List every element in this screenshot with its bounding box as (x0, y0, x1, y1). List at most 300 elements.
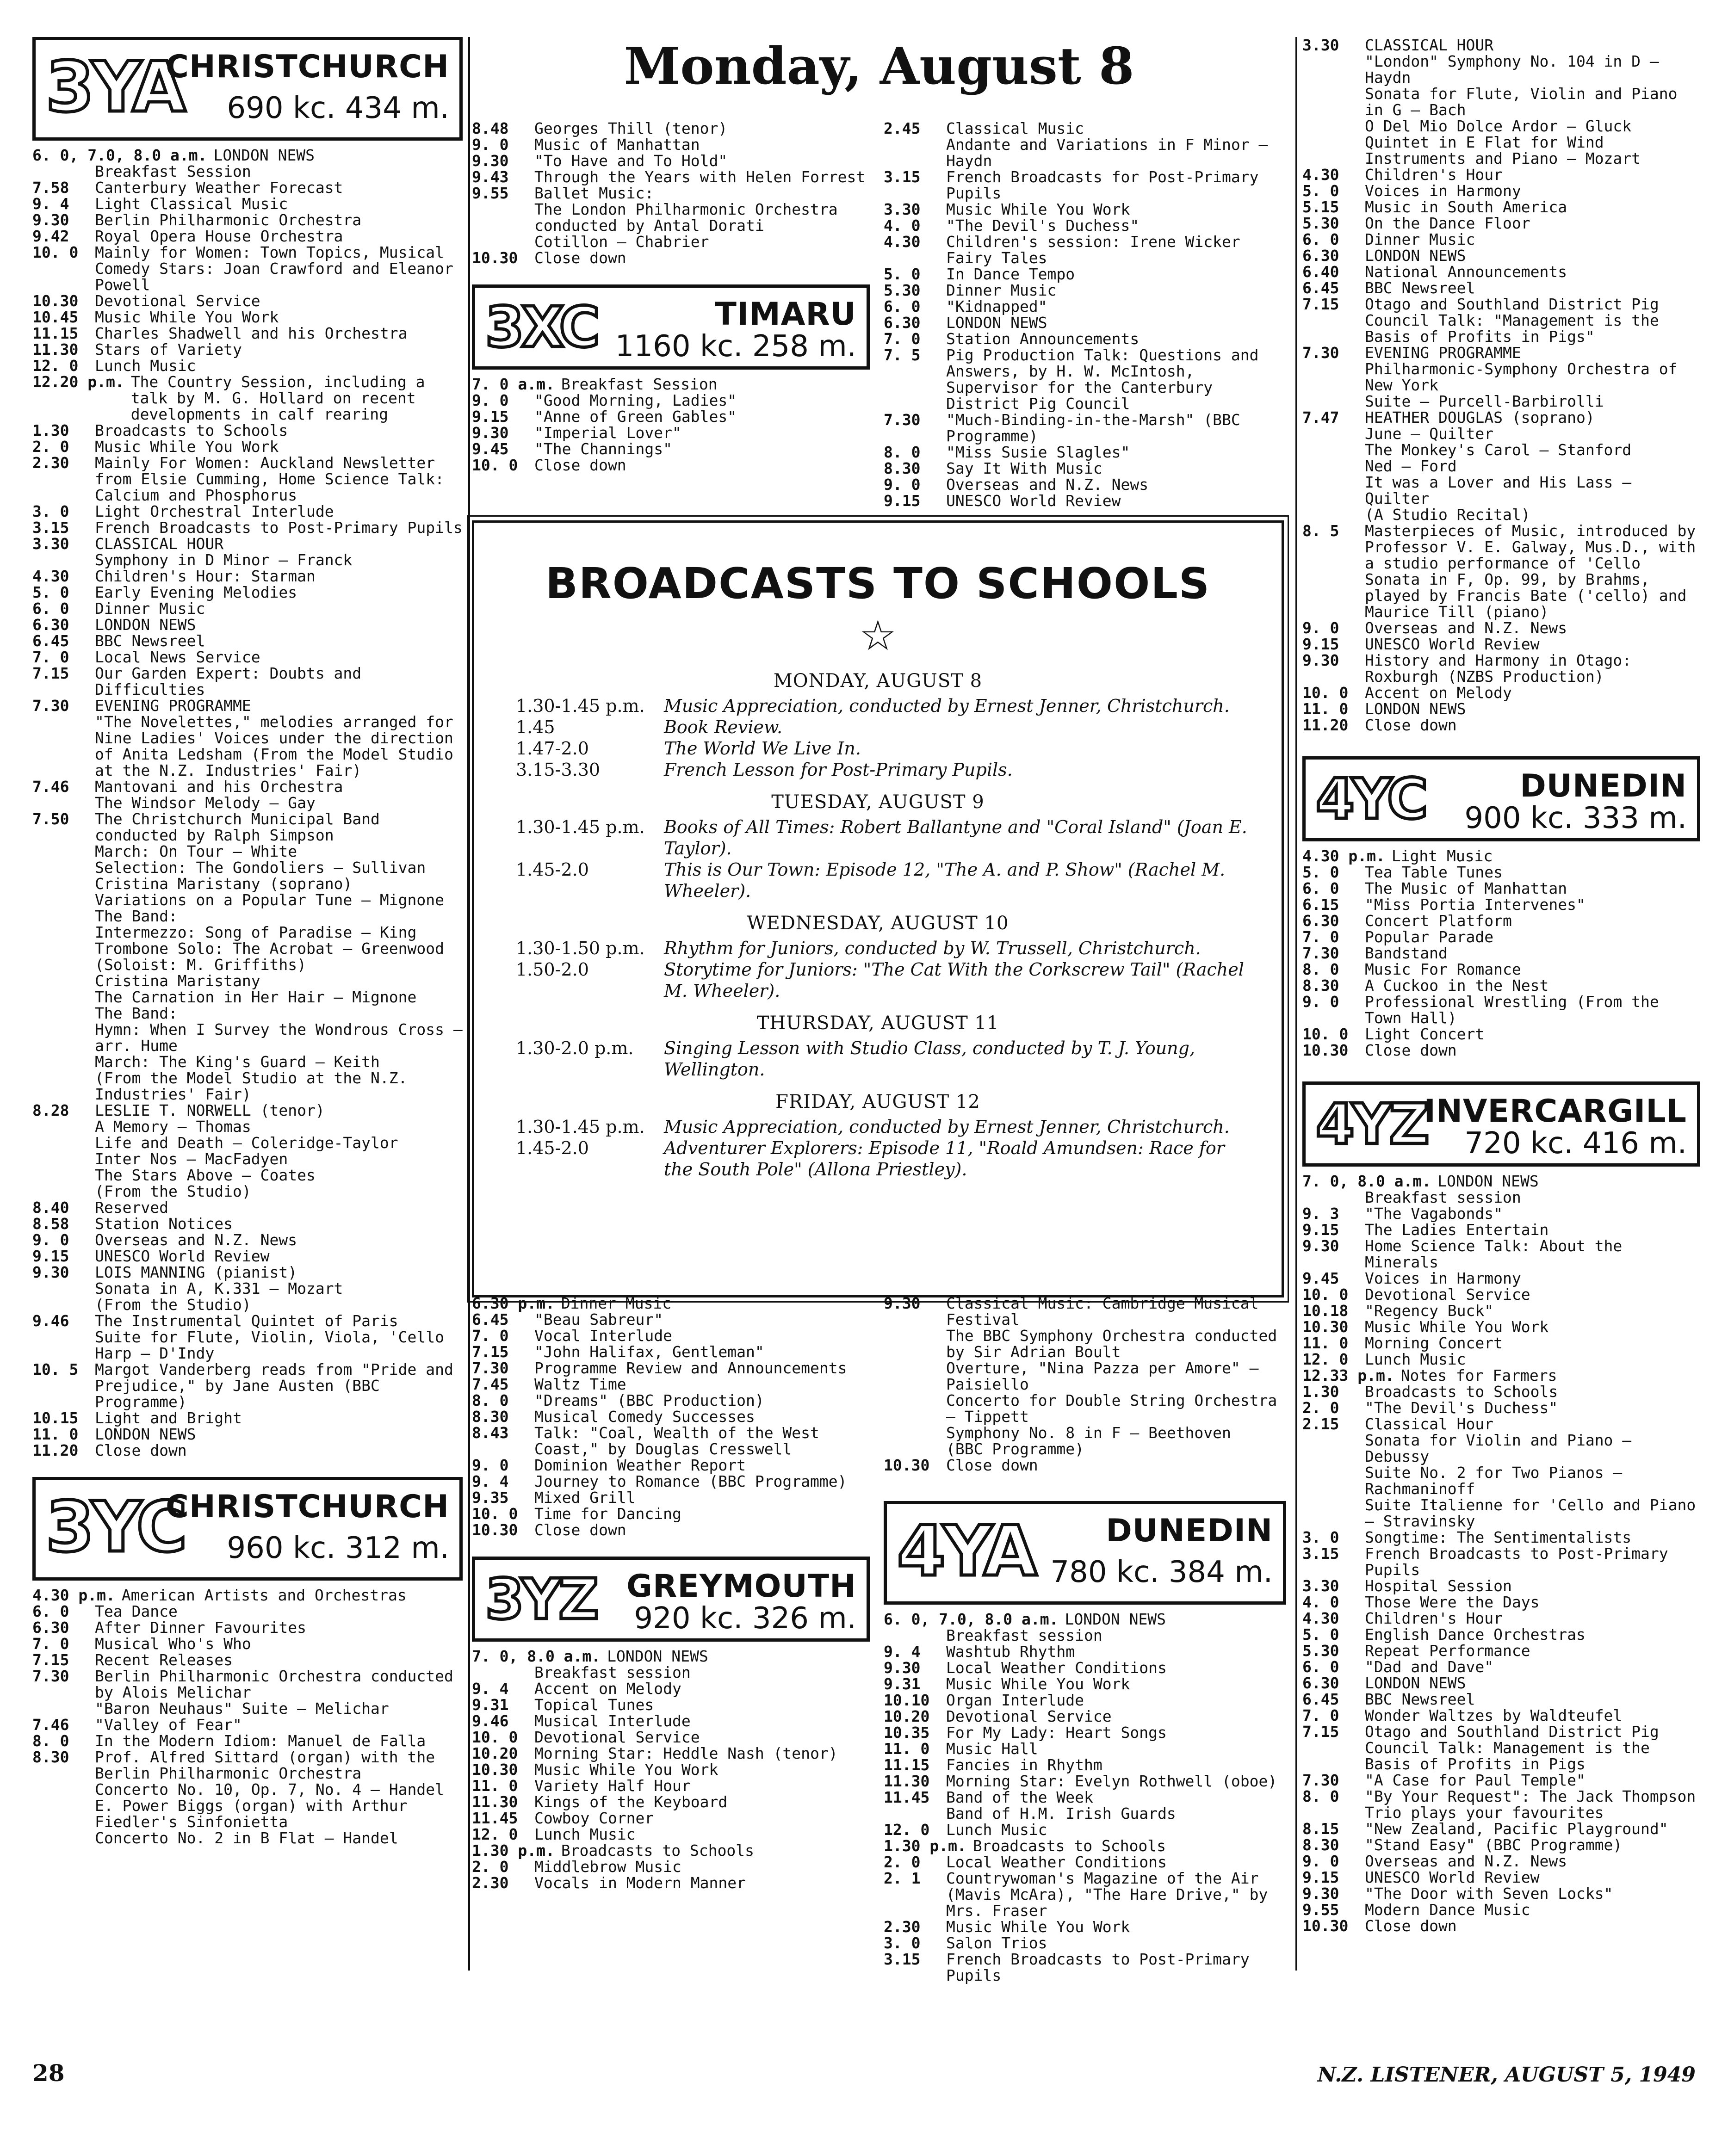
programme-title: Kings of the Keyboard (534, 1793, 728, 1811)
programme-title: "Imperial Lover" (534, 424, 681, 442)
programme-title: March: On Tour — White (95, 842, 297, 860)
programme-list (32, 1587, 463, 1846)
programme-entry (472, 1875, 870, 1891)
programme-time: 10. 0 (32, 243, 79, 261)
programme-time: 5.30 (1302, 214, 1339, 232)
programme-time: 7. 0 (32, 1635, 69, 1653)
programme-time: 2. 0 (1302, 1399, 1339, 1417)
programme-time (32, 843, 95, 859)
programme-entry (32, 714, 463, 778)
programme-time: 10.30 (472, 1521, 518, 1539)
programme-entry (1302, 1594, 1700, 1610)
programme-time: 7.30 (32, 1667, 69, 1685)
programme-time: 12. 0 (884, 1821, 930, 1839)
programme-title: HEATHER DOUGLAS (soprano) (1365, 408, 1595, 426)
programme-list (1302, 1173, 1700, 1934)
programme-title: Middlebrow Music (534, 1858, 681, 1876)
programme-time: 11. 0 (1302, 700, 1349, 718)
programme-time: 9.30 (32, 211, 69, 229)
programme-entry (884, 1676, 1286, 1692)
programme-title: In Dance Tempo (946, 265, 1075, 283)
programme-time: 4.30 p.m. (32, 1586, 115, 1604)
programme-time: 8.58 (32, 1215, 69, 1233)
programme-title: National Announcements (1365, 263, 1567, 281)
programme-entry (472, 1489, 870, 1506)
programme-entry (1302, 1610, 1700, 1626)
programme-title: Trombone Solo: The Acrobat — Greenwood (95, 939, 444, 958)
programme-title: "By Your Request": The Jack Thompson Trio plays your favourites (1365, 1787, 1696, 1822)
programme-time (32, 973, 95, 989)
programme-entry (1302, 620, 1700, 636)
programme-time: 1.30 p.m. (884, 1837, 966, 1855)
programme-title: Morning Concert (1365, 1334, 1503, 1352)
programme-time: 10.30 (1302, 1917, 1349, 1935)
schools-item (474, 695, 1282, 717)
programme-time (1302, 1432, 1365, 1464)
programme-entry (1302, 896, 1700, 913)
programme-time (32, 1070, 95, 1102)
programme-time: 3.15 (884, 168, 921, 186)
programme-title: Inter Nos — MacFadyen (95, 1150, 288, 1168)
schools-item (474, 859, 1282, 902)
schools-description: Storytime for Juniors: "The Cat With the Corkscrew Tail" (Rachel M. Wheeler). (664, 959, 1244, 1001)
programme-entry (32, 1830, 463, 1846)
programme-title: Music of Manhattan (534, 136, 700, 154)
programme-title: EVENING PROGRAMME (95, 697, 251, 715)
programme-entry (32, 1603, 463, 1619)
programme-entry (472, 1761, 870, 1778)
programme-entry (32, 1232, 463, 1248)
programme-title: Topical Tunes (534, 1696, 654, 1714)
programme-time (32, 1280, 95, 1297)
programme-title: "The Devil's Duchess" (1365, 1399, 1558, 1417)
programme-time (1302, 442, 1365, 458)
programme-title: "Valley of Fear" (95, 1716, 242, 1734)
programme-title: The Ladies Entertain (1365, 1221, 1549, 1239)
programme-title: Journey to Romance (BBC Programme) (534, 1472, 847, 1490)
programme-title: Broadcasts to Schools (972, 1837, 1166, 1855)
schools-time: 1.30-1.45 p.m. (516, 1117, 645, 1137)
programme-time (472, 1664, 534, 1680)
station-call-sign: 3YA (46, 47, 183, 128)
programme-title: On the Dance Floor (1365, 214, 1530, 232)
programme-entry (472, 1664, 870, 1680)
programme-time: 10. 0 (472, 1505, 518, 1523)
programme-time: 5.30 (1302, 1642, 1339, 1660)
programme-time: 9.35 (472, 1489, 509, 1507)
programme-title: Light Concert (1365, 1025, 1485, 1043)
programme-time: 9.15 (1302, 1221, 1339, 1239)
schools-time: 1.47-2.0 (516, 738, 589, 759)
programme-time: 6.15 (1302, 896, 1339, 914)
programme-title: June — Quilter (1365, 425, 1494, 443)
programme-time (1302, 458, 1365, 474)
programme-time (32, 876, 95, 892)
programme-time (1302, 474, 1365, 507)
programme-title: Cristina Maristany (95, 972, 260, 990)
programme-time: 1.30 (1302, 1383, 1339, 1401)
programme-time: 10.18 (1302, 1302, 1349, 1320)
programme-entry (472, 1328, 870, 1344)
programme-time: 9.15 (1302, 635, 1339, 653)
programme-entry (1302, 929, 1700, 945)
programme-time: 6.30 (32, 616, 69, 634)
programme-time: 6.30 (1302, 912, 1339, 930)
programme-entry (884, 169, 1286, 201)
programme-entry (1302, 1821, 1700, 1837)
programme-entry (1302, 864, 1700, 880)
programme-entry (472, 185, 870, 201)
programme-title: Home Science Talk: About the Minerals (1365, 1237, 1623, 1271)
programme-entry (1302, 1432, 1700, 1464)
programme-entry (32, 908, 463, 924)
programme-time: 2.30 (32, 454, 69, 472)
programme-time: 11.30 (472, 1793, 518, 1811)
programme-title: Music Hall (946, 1740, 1038, 1758)
programme-entry (472, 1360, 870, 1376)
programme-title: Breakfast Session (95, 162, 251, 180)
schools-description: Music Appreciation, conducted by Ernest Jenner, Christchurch. (664, 1117, 1230, 1137)
programme-time: 7. 0 (884, 330, 921, 348)
programme-time (884, 1441, 946, 1457)
schools-item (474, 938, 1282, 959)
programme-title: Margot Vanderberg reads from "Pride and Prejudice," by Jane Austen (BBC Programme) (95, 1360, 453, 1411)
programme-title: Light Orchestral Interlude (95, 502, 334, 520)
programme-time: 7.15 (1302, 295, 1339, 313)
programme-time: 7.30 (32, 697, 69, 715)
programme-entry (32, 617, 463, 633)
programme-title: Suite Italienne for 'Cello and Piano — Stravinsky (1365, 1496, 1696, 1530)
programme-time: 9. 4 (884, 1643, 921, 1661)
programme-entry (884, 1708, 1286, 1724)
programme-time (884, 1328, 946, 1360)
programme-time: 9.30 (884, 1659, 921, 1677)
programme-entry (884, 201, 1286, 217)
programme-entry (1302, 1902, 1700, 1918)
programme-time: 6. 0, 7.0, 8.0 a.m. (32, 146, 207, 164)
programme-entry (32, 163, 463, 179)
programme-title: Devotional Service (946, 1707, 1112, 1725)
programme-time (32, 924, 95, 940)
programme-entry (884, 460, 1286, 476)
programme-time: 8. 0 (1302, 1787, 1339, 1805)
programme-entry (1302, 442, 1700, 458)
programme-time (32, 1297, 95, 1313)
programme-time: 6.30 (1302, 1674, 1339, 1692)
programme-entry (1302, 1578, 1700, 1594)
programme-time: 9. 0 (1302, 993, 1339, 1011)
programme-time: 10.30 (472, 249, 518, 267)
programme-time: 8.30 (472, 1408, 509, 1426)
programme-time (1302, 134, 1365, 167)
programme-title: Concerto No. 2 in B Flat — Handel (95, 1829, 398, 1847)
programme-time: 7.30 (884, 411, 921, 429)
programme-title: Mainly For Women: Auckland Newsletter from Elsie Cumming, Home Science Talk: Calcium and Phosphorus (95, 454, 444, 504)
programme-title: Lunch Music (946, 1821, 1047, 1839)
schools-day-heading: TUESDAY, AUGUST 9 (771, 791, 985, 813)
programme-time: 6.30 (884, 314, 921, 332)
programme-entry (472, 1648, 870, 1664)
programme-entry (472, 457, 870, 473)
programme-title: Children's Hour (1365, 166, 1503, 184)
programme-entry (884, 1854, 1286, 1870)
schools-item (474, 717, 1282, 738)
programme-entry (1302, 37, 1700, 53)
programme-entry (1302, 636, 1700, 652)
programme-title: Music While You Work (534, 1761, 718, 1779)
programme-title: Tea Table Tunes (1365, 863, 1503, 881)
programme-entry (884, 1951, 1286, 1983)
programme-entry (1302, 1238, 1700, 1270)
programme-time: 8. 0 (884, 443, 921, 461)
programme-entry (32, 519, 463, 536)
programme-title: (Soloist: M. Griffiths) (95, 956, 306, 974)
programme-entry (32, 957, 463, 973)
programme-time (32, 1135, 95, 1151)
programme-entry (884, 266, 1286, 282)
programme-title: Musical Interlude (534, 1712, 691, 1730)
programme-time: 9.15 (472, 408, 509, 426)
programme-title: French Broadcasts to Post-Primary Pupils (946, 1950, 1250, 1984)
programme-time: 12. 0 (1302, 1350, 1349, 1368)
programme-entry (472, 1473, 870, 1489)
programme-time: 8.28 (32, 1101, 69, 1119)
programme-entry (1302, 474, 1700, 507)
programme-title: Recent Releases (95, 1651, 233, 1669)
programme-title: Voices in Harmony (1365, 182, 1521, 200)
programme-title: "To Have and To Hold" (534, 152, 728, 170)
programme-entry (472, 1680, 870, 1697)
programme-time (32, 957, 95, 973)
programme-time: 7. 0, 8.0 a.m. (1302, 1172, 1431, 1190)
programme-entry (1302, 1724, 1700, 1772)
programme-entry (32, 358, 463, 374)
programme-title: UNESCO World Review (1365, 635, 1540, 653)
programme-entry (1302, 1853, 1700, 1869)
programme-title: LONDON NEWS (213, 146, 315, 164)
programme-time: 8.43 (472, 1424, 509, 1442)
programme-entry (1302, 118, 1700, 134)
programme-entry (472, 120, 870, 136)
programme-title: Washtub Rhythm (946, 1643, 1075, 1661)
programme-time: 12.20 p.m. (32, 373, 124, 391)
programme-time: 10. 5 (32, 1360, 79, 1378)
schools-time: 3.15-3.30 (516, 760, 601, 780)
programme-title: Quintet in E Flat for Wind Instruments and Piano — Mozart (1365, 133, 1641, 167)
programme-title: BBC Newsreel (1365, 279, 1475, 297)
programme-title: CLASSICAL HOUR (1365, 36, 1494, 54)
programme-title: Reserved (95, 1198, 168, 1217)
programme-list (32, 147, 463, 1458)
programme-entry (1302, 167, 1700, 183)
programme-time: 6.45 (472, 1310, 509, 1328)
programme-title: French Broadcasts to Post-Primary Pupils (95, 519, 463, 537)
programme-title: Accent on Melody (1365, 684, 1512, 702)
programme-entry (1302, 247, 1700, 264)
programme-entry (32, 1005, 463, 1021)
programme-title: "A Case for Paul Temple" (1365, 1771, 1586, 1789)
programme-title: "Dad and Dave" (1365, 1658, 1494, 1676)
programme-entry (1302, 1772, 1700, 1788)
programme-time (32, 1700, 95, 1717)
station-header-3yz (472, 1557, 870, 1642)
programme-entry (472, 1425, 870, 1457)
programme-time (32, 1167, 95, 1183)
programme-time: 5. 0 (884, 265, 921, 283)
programme-entry (32, 1749, 463, 1781)
programme-entry (884, 217, 1286, 234)
programme-time (472, 234, 534, 250)
programme-entry (884, 120, 1286, 136)
programme-time: 4.30 (1302, 166, 1339, 184)
programme-entry (32, 1652, 463, 1668)
programme-time (32, 859, 95, 876)
programme-entry (32, 374, 463, 422)
programme-time: 9.31 (472, 1696, 509, 1714)
programme-title: Hospital Session (1365, 1577, 1512, 1595)
programme-time: 6.30 p.m. (472, 1294, 555, 1312)
column-1 (32, 37, 463, 1846)
programme-time: 10.20 (472, 1744, 518, 1762)
programme-entry (1302, 1303, 1700, 1319)
programme-entry (32, 422, 463, 439)
programme-title: Cowboy Corner (534, 1809, 654, 1827)
programme-time: 9.46 (472, 1712, 509, 1730)
page-number: 28 (32, 2059, 65, 2087)
programme-time: 7.58 (32, 179, 69, 197)
programme-time: 10.15 (32, 1409, 79, 1427)
programme-title: Ned — Ford (1365, 457, 1457, 475)
programme-time: 9. 4 (472, 1472, 509, 1490)
programme-time: 9. 0 (884, 476, 921, 494)
programme-entry (884, 1805, 1286, 1822)
programme-title: Suite No. 2 for Two Pianos — Rachmaninoff (1365, 1464, 1623, 1498)
programme-title: Suite for Flute, Violin, Viola, 'Cello Harp — D'Indy (95, 1328, 444, 1362)
programme-entry (884, 1692, 1286, 1708)
programme-title: Wonder Waltzes by Waldteufel (1365, 1706, 1623, 1724)
programme-entry (1302, 1643, 1700, 1659)
programme-entry (1302, 685, 1700, 701)
programme-title: Symphony No. 8 in F — Beethoven (946, 1424, 1231, 1442)
programme-title: Concerto No. 10, Op. 7, No. 4 — Handel (95, 1780, 444, 1798)
programme-time (32, 1798, 95, 1830)
programme-title: Notes for Farmers (1400, 1366, 1557, 1384)
programme-entry (472, 1842, 870, 1859)
programme-title: "Kidnapped" (946, 297, 1047, 315)
programme-entry (32, 244, 463, 293)
programme-entry (884, 1870, 1286, 1919)
schools-item (474, 759, 1282, 780)
programme-time: 7.15 (32, 1651, 69, 1669)
programme-time (1302, 1189, 1365, 1205)
column-4 (1302, 37, 1700, 1934)
programme-time (472, 201, 534, 234)
programme-entry (32, 1361, 463, 1410)
programme-title: "The Door with Seven Locks" (1365, 1884, 1613, 1903)
programme-time (1302, 507, 1365, 523)
programme-time (884, 136, 946, 169)
programme-time: 11.30 (32, 340, 79, 358)
programme-title: Masterpieces of Music, introduced by Professor V. E. Galway, Mus.D., with a studio performance of 'Cello Sonata in F, Op. 99, by Brahms, played by Francis Bate ('cello) and Maurice Till (piano) (1365, 522, 1696, 621)
programme-entry (1302, 1497, 1700, 1529)
programme-entry (472, 1506, 870, 1522)
programme-title: LONDON NEWS (1365, 700, 1466, 718)
programme-entry (32, 892, 463, 908)
programme-entry (1302, 1173, 1700, 1189)
schools-day-heading: MONDAY, AUGUST 8 (773, 670, 983, 692)
programme-time: 7.30 (472, 1359, 509, 1377)
programme-title: The Instrumental Quintet of Paris (95, 1312, 398, 1330)
programme-title: Berlin Philharmonic Orchestra (95, 211, 362, 229)
programme-time: 7.30 (1302, 344, 1339, 362)
programme-entry (1302, 426, 1700, 442)
programme-entry (1302, 1222, 1700, 1238)
programme-title: Salon Trios (946, 1934, 1047, 1952)
programme-time: 3. 0 (884, 1934, 921, 1952)
programme-title: Dominion Weather Report (534, 1456, 746, 1474)
programme-title: Selection: The Gondoliers — Sullivan (95, 859, 426, 877)
station-header-4ya (884, 1501, 1286, 1605)
programme-title: Otago and Southland District Pig Council Talk: Management is the Basis of Profits in Pigs (1365, 1723, 1659, 1773)
programme-entry (884, 1919, 1286, 1935)
programme-entry (1302, 1351, 1700, 1367)
programme-time (32, 892, 95, 908)
programme-entry (884, 1295, 1286, 1328)
programme-entry (884, 347, 1286, 412)
station-call-sign: 4YA (897, 1511, 1034, 1592)
programme-entry (1302, 264, 1700, 280)
programme-title: Dinner Music (95, 599, 205, 618)
programme-entry (32, 989, 463, 1005)
programme-title: Programme Review and Announcements (534, 1359, 847, 1377)
programme-time: 11. 0 (1302, 1334, 1349, 1352)
programme-entry (884, 315, 1286, 331)
programme-title: Close down (1365, 1041, 1457, 1059)
programme-time: 6. 0, 7.0, 8.0 a.m. (884, 1610, 1059, 1628)
programme-time: 7.30 (1302, 944, 1339, 962)
programme-time: 6.45 (32, 632, 69, 650)
programme-time: 11.45 (472, 1809, 518, 1827)
programme-entry (884, 412, 1286, 444)
programme-entry (884, 234, 1286, 266)
programme-entry (32, 536, 463, 552)
programme-entry (1302, 977, 1700, 994)
station-call-sign: 4YC (1316, 767, 1425, 832)
programme-entry (32, 147, 463, 163)
programme-title: CLASSICAL HOUR (95, 535, 224, 553)
programme-entry (1302, 134, 1700, 167)
schools-time: 1.30-1.50 p.m. (516, 938, 645, 958)
schools-description: Adventurer Explorers: Episode 11, "Roald Amundsen: Race for the South Pole" (Allona Priestley). (664, 1138, 1225, 1180)
programme-entry (32, 1135, 463, 1151)
programme-time: 7. 0, 8.0 a.m. (472, 1647, 601, 1665)
programme-time (32, 1005, 95, 1021)
column-rule (468, 37, 470, 1971)
programme-entry (472, 1778, 870, 1794)
programme-title: The Country Session, including a talk by M. G. Hollard on recent developments in calf rearing (130, 373, 425, 423)
programme-entry (32, 196, 463, 212)
programme-time: 9.46 (32, 1312, 69, 1330)
programme-time (32, 1021, 95, 1054)
programme-title: After Dinner Favourites (95, 1619, 306, 1637)
footer-publication: N.Z. LISTENER, AUGUST 5, 1949 (1317, 2063, 1696, 2087)
programme-time: 12. 0 (472, 1825, 518, 1843)
programme-title: Tea Dance (95, 1602, 178, 1620)
programme-title: Station Announcements (946, 330, 1140, 348)
schools-time: 1.45-2.0 (516, 1138, 589, 1158)
schools-description: The World We Live In. (664, 738, 861, 759)
programme-entry (32, 843, 463, 859)
